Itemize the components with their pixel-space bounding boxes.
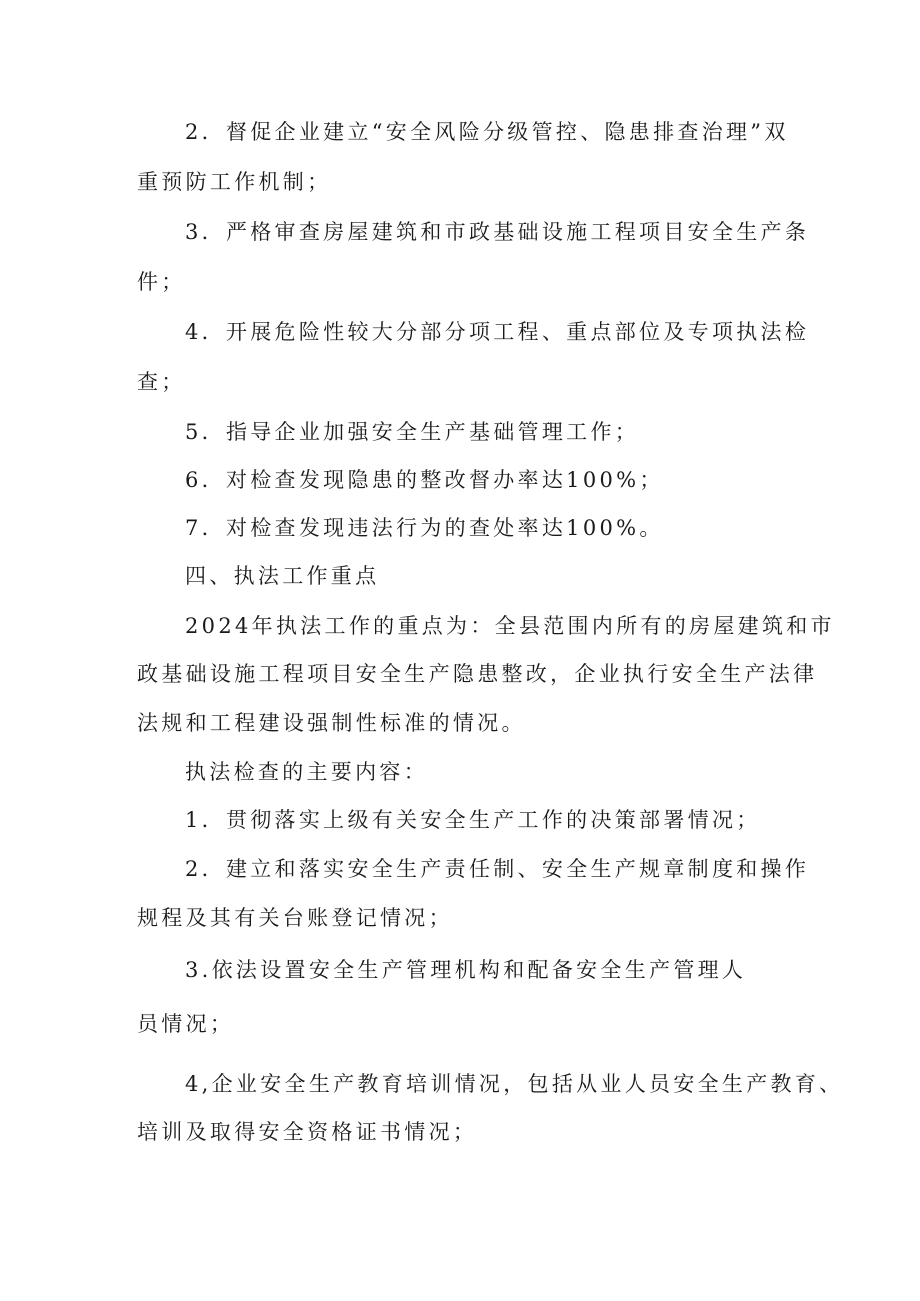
paragraph-line: 培训及取得安全资格证书情况； — [137, 1120, 478, 1144]
paragraph-line: 2024年执法工作的重点为：全县范围内所有的房屋建筑和市 — [185, 614, 835, 638]
paragraph-line: 4,企业安全生产教育培训情况，包括从业人员安全生产教育、 — [185, 1072, 844, 1096]
paragraph-line: 5．指导企业加强安全生产基础管理工作； — [185, 420, 640, 444]
paragraph-line: 4．开展危险性较大分部分项工程、重点部位及专项执法检 — [185, 320, 810, 344]
paragraph-line: 3．严格审查房屋建筑和市政基础设施工程项目安全生产条 — [185, 220, 810, 244]
paragraph-line: 法规和工程建设强制性标准的情况。 — [137, 711, 526, 735]
paragraph-line: 2．建立和落实安全生产责任制、安全生产规章制度和操作 — [185, 857, 810, 881]
paragraph-line: 3.依法设置安全生产管理机构和配备安全生产管理人 — [185, 958, 747, 982]
paragraph-line: 7．对检查发现违法行为的查处率达100%。 — [185, 516, 664, 540]
paragraph-line: 6．对检查发现隐患的整改督办率达100%； — [185, 468, 664, 492]
paragraph-line: 件； — [137, 270, 186, 294]
section-heading: 四、执法工作重点 — [185, 564, 380, 588]
paragraph-line: 1．贯彻落实上级有关安全生产工作的决策部署情况； — [185, 808, 761, 832]
paragraph-line: 查； — [137, 370, 186, 394]
paragraph-line: 2．督促企业建立“安全风险分级管控、隐患排查治理”双 — [185, 120, 789, 144]
paragraph-line: 员情况； — [137, 1012, 235, 1036]
paragraph-line: 规程及其有关台账登记情况； — [137, 906, 453, 930]
paragraph-line: 政基础设施工程项目安全生产隐患整改，企业执行安全生产法律 — [137, 662, 818, 686]
paragraph-line: 执法检查的主要内容： — [185, 760, 428, 784]
paragraph-line: 重预防工作机制； — [137, 170, 332, 194]
